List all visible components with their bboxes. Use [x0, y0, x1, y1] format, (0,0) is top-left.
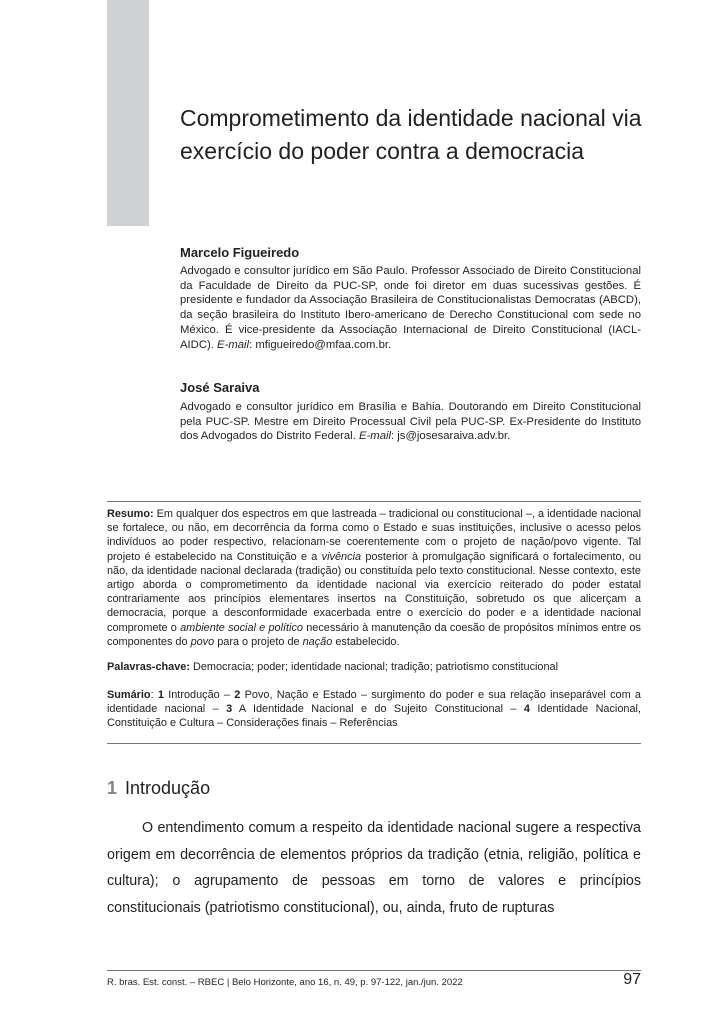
- abstract-emphasis-2: ambiente social e político: [180, 621, 303, 634]
- summary-item-num: 4: [523, 703, 530, 716]
- author-name-1: Marcelo Figueiredo: [180, 245, 300, 260]
- author-bio-1: Advogado e consultor jurídico em São Paulo. Professor Associado de Direito Constitucional da Faculdade de Direito da PUC-SP, onde foi diretor em duas sucessivas gestões. É presidente e fundador da Associação Brasileira de Constitucionalistas Democratas (ABCD), da seção brasileira do Instituto Ibero-americano de Derecho Constitucional com sede no México. É vice-presidente da Associação Internacional de Direito Constitucional (IACL-AIDC). E-mail: mfigueiredo@mfaa.com.br.: [180, 265, 641, 351]
- section-heading: [107, 778, 210, 799]
- email-label-1: E-mail: [217, 338, 250, 351]
- page-number: 97: [623, 971, 641, 988]
- abstract-emphasis-3: povo: [190, 635, 215, 648]
- summary-item-text: A Identidade Nacional e do Sujeito Constitucional –: [238, 703, 517, 716]
- summary-item-num: 3: [226, 703, 233, 716]
- abstract-box: [107, 501, 641, 744]
- summary-item-text: Introdução –: [168, 689, 231, 701]
- abstract-text-4: para o projeto de: [217, 635, 300, 648]
- summary-item-num: 2: [234, 689, 241, 701]
- author-bio-text-1: Advogado e consultor jurídico em São Paulo. Professor Associado de Direito Constitucional da Faculdade de Direito da PUC-SP, onde foi diretor em duas sucessivas gestões. É presidente e fundador da Associação Brasileira de Constitucionalistas Democratas (ABCD), da seção brasileira do Instituto Ibero-americano de Derecho Constitucional com sede no México. É vice-presidente da Associação Internacional de Direito Constitucional (IACL-AIDC).: [180, 265, 641, 351]
- keywords: [107, 660, 641, 674]
- page-footer: [107, 970, 641, 991]
- keywords-text: Democracia; poder; identidade nacional; tradição; patriotismo constitucional: [192, 661, 559, 673]
- footer-citation: R. bras. Est. const. – RBEC | Belo Horizonte, ano 16, n. 49, p. 97-122, jan./jun. 2022: [107, 977, 463, 988]
- email-label-2: E-mail: [358, 430, 391, 443]
- author-name-2: José Saraiva: [180, 380, 260, 395]
- abstract-text-5: estabelecido.: [335, 635, 400, 648]
- abstract-label: Resumo:: [107, 508, 154, 520]
- author-email-2[interactable]: js@josesaraiva.adv.br.: [397, 430, 511, 443]
- section-number: 1: [107, 778, 118, 798]
- section-title: Introdução: [125, 778, 211, 798]
- summary: Sumário: 1 Introdução – 2 Povo, Nação e Estado – surgimento do poder e sua relação inseparável com a identidade nacional – 3 A Identidade Nacional e do Sujeito Constitucional – 4 Identidade Nacional, Constituição e Cultura – Considerações finais – Referências: [107, 689, 641, 730]
- abstract-text-2: posterior à promulgação significará o fortalecimento, ou não, da identidade nacional declarada (tradição) ou constituída pelo texto constitucional. Nesse contexto, este artigo aborda o comprometimento da identidade nacional via exercício reiterado do poder estatal contrariamente aos princípios elementares insertos na Constituição, sobretudo os que alicerçam a democracia, porque a desconformidade exacerbada entre o exercício do poder e a identidade nacional compromete o: [107, 550, 642, 634]
- abstract-paragraph: [107, 507, 641, 649]
- keywords-label: Palavras-chave:: [107, 661, 190, 673]
- abstract-emphasis-4: nação: [302, 635, 333, 648]
- summary-label: Sumário: [107, 689, 151, 701]
- body-paragraph: O entendimento comum a respeito da identidade nacional sugere a respectiva origem em decorrência de elementos próprios da tradição (etnia, religião, política e cultura); o agrupamento de pessoas em torno de valores e princípios constitucionais (patriotismo constitucional), ou, ainda, fruto de rupturas: [107, 820, 641, 916]
- author-bio-2: Advogado e consultor jurídico em Brasília e Bahia. Doutorando em Direito Constitucional pela PUC-SP. Mestre em Direito Processual Civil pela PUC-SP. Ex-Presidente do Instituto dos Advogados do Distrito Federal. E-mail: js@josesaraiva.adv.br.: [180, 401, 641, 443]
- abstract-text-3: necessário à manutenção da coesão de propósitos mínimos entre os componentes do: [107, 621, 642, 648]
- article-title: Comprometimento da identidade nacional via exercício do poder contra a democracia: [180, 105, 642, 164]
- summary-item-text: Povo, Nação e Estado – surgimento do poder e sua relação inseparável com a identidade nacional –: [107, 689, 641, 716]
- summary-item-text: Identidade Nacional, Constituição e Cultura – Considerações finais – Referências: [107, 703, 641, 730]
- abstract-emphasis-1: vivência: [321, 550, 362, 563]
- decorative-header-bar: [107, 0, 149, 226]
- summary-item-num: 1: [157, 689, 164, 701]
- abstract-text-1: Em qualquer dos espectros em que lastreada – tradicional ou constitucional –, a identidade nacional se fortalece, ou não, em decorrência da forma como o Estado e suas instituições, inclusive o acesso pelos indivíduos ao poder respectivo, relacionam-se coerentemente com o projeto de nação/povo vigente. Tal projeto é estabelecido na Constituição e a: [107, 508, 641, 563]
- author-email-1[interactable]: mfigueiredo@mfaa.com.br.: [255, 338, 392, 351]
- author-bio-text-2: Advogado e consultor jurídico em Brasília e Bahia. Doutorando em Direito Constitucional pela PUC-SP. Mestre em Direito Processual Civil pela PUC-SP. Ex-Presidente do Instituto dos Advogados do Distrito Federal.: [180, 401, 641, 443]
